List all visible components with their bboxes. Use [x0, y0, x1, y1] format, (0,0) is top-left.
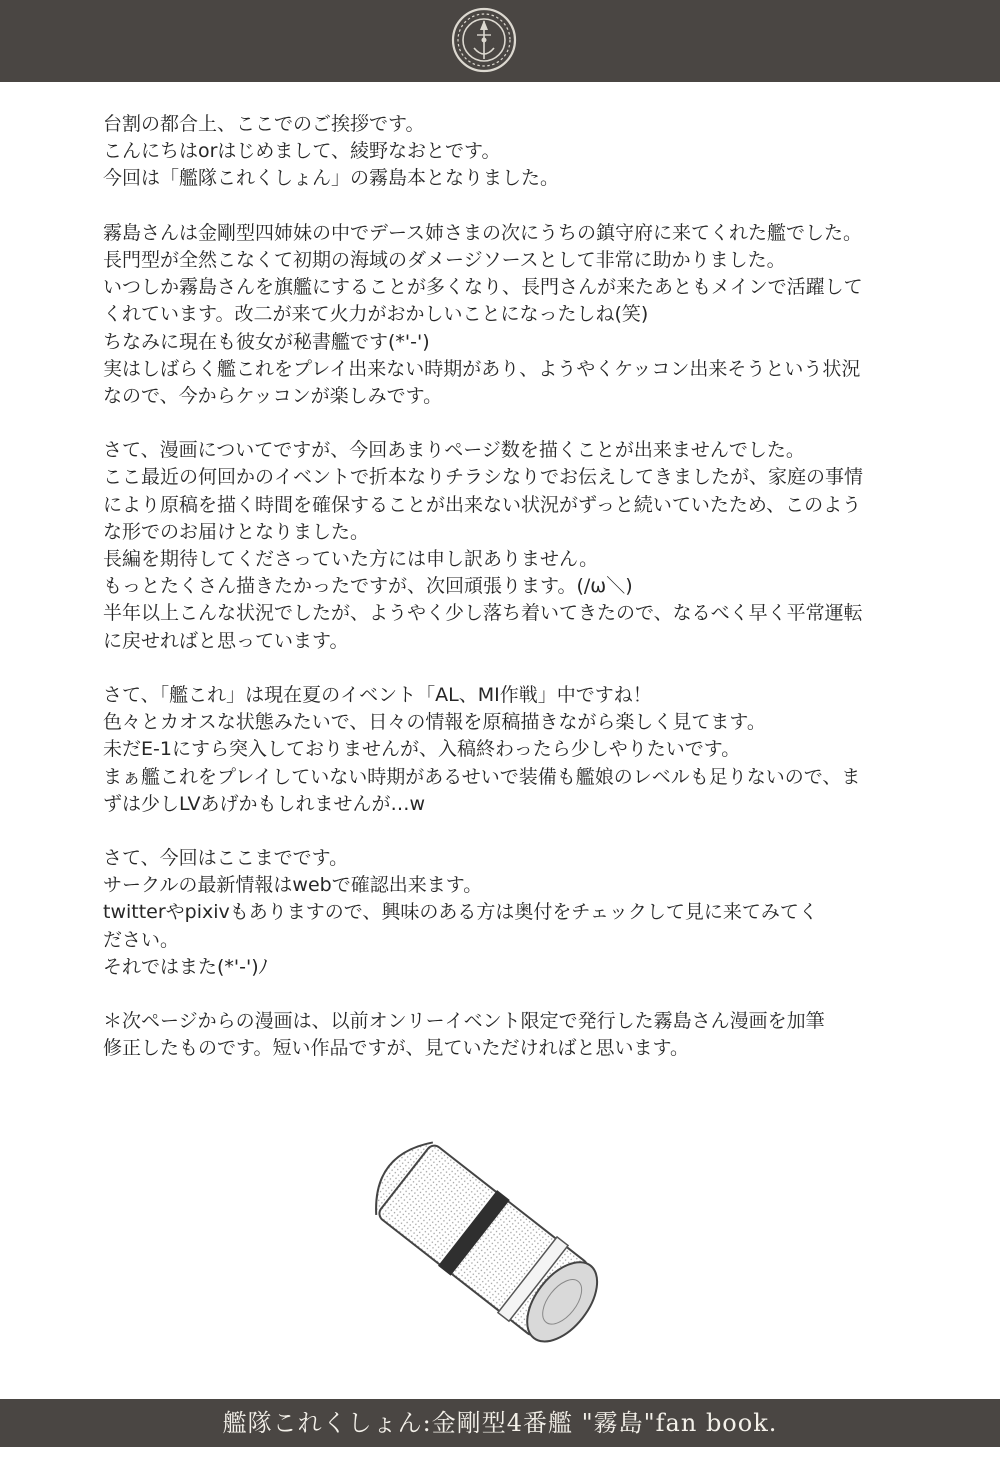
text-line: さて、今回はここまでです。 [103, 847, 349, 870]
afterword-text [103, 111, 903, 1063]
text-line: ずは少しLVあげかもしれませんが…w [103, 792, 426, 815]
book-title: 艦隊これくしょん:金剛型4番艦 "霧島"fan book. [222, 1409, 778, 1437]
text-line: 台割の都合上、ここでのご挨拶です。 [103, 113, 425, 135]
text-line: それではまた(*'-')ﾉ [103, 955, 269, 978]
text-line: サークルの最新情報はwebで確認出来ます。 [103, 874, 483, 897]
paragraph-gap [103, 818, 903, 845]
text-line: 半年以上こんな状況でしたが、ようやく少し落ち着いてきたので、なるべく早く平常運転 [103, 602, 863, 625]
text-line: 修正したものです。短い作品ですが、見ていただければと思います。 [103, 1037, 689, 1060]
text-line: くれています。改二が来て火力がおかしいことになったしね(笑) [103, 303, 649, 326]
text-line: 長門型が全然こなくて初期の海域のダメージソースとして非常に助かりました。 [103, 248, 786, 271]
text-line: ださい。 [103, 928, 180, 951]
text-line: さて、「艦これ」は現在夏のイベント「AL、MI作戦」中ですね！ [103, 683, 652, 706]
text-line: なので、今からケッコンが楽しみです。 [103, 384, 443, 407]
paragraph-gap [103, 655, 903, 682]
text-line: ちなみに現在も彼女が秘書艦です(*'-') [103, 330, 430, 353]
top-header-band [0, 0, 1000, 82]
text-line: まぁ艦これをプレイしていない時期があるせいで装備も艦娘のレベルも足りないので、ま [103, 765, 861, 788]
paragraph-gap [103, 981, 903, 1008]
paragraph-gap [103, 193, 903, 220]
text-line: な形でのお届けとなりました。 [103, 520, 370, 543]
text-line: 実はしばらく艦これをプレイ出来ない時期があり、ようやくケッコン出来そうという状況 [103, 357, 861, 380]
text-line: 長編を期待してくださっていた方には申し訳ありません。 [103, 548, 599, 570]
text-line: こんにちはorはじめまして、綾野なおとです。 [103, 140, 501, 163]
text-line: に戻せればと思っています。 [103, 629, 349, 652]
text-line: もっとたくさん描きたかったですが、次回頑張ります。(/ω＼) [103, 575, 633, 598]
compass-anchor-emblem-icon [450, 6, 518, 74]
text-line: いつしか霧島さんを旗艦にすることが多くなり、長門さんが来たあともメインで活躍して [103, 276, 863, 299]
text-line: 霧島さんは金剛型四姉妹の中でデース姉さまの次にうちの鎮守府に来てくれた艦でした。 [103, 221, 863, 244]
text-line: twitterやpixivもありますので、興味のある方は奥付をチェックして見に来てみてく [103, 901, 818, 924]
text-line: さて、漫画についてですが、今回あまりページ数を描くことが出来ませんでした。 [103, 439, 805, 462]
text-line: ここ最近の何回かのイベントで折本なりチラシなりでお伝えしてきましたが、家庭の事情 [103, 466, 864, 489]
text-line: 色々とカオスな状態みたいで、日々の情報を原稿描きながら楽しく見てます。 [103, 711, 766, 734]
text-line: により原稿を描く時間を確保することが出来ない状況がずっと続いていたため、このよう [103, 493, 862, 516]
text-line: 今回は「艦隊これくしょん」の霧島本となりました。 [103, 167, 560, 190]
text-line: 未だE-1にすら突入しておりませんが、入稿終わったら少しやりたいです。 [103, 738, 741, 761]
text-line: ＊次ページからの漫画は、以前オンリーイベント限定で発行した霧島さん漫画を加筆 [103, 1010, 825, 1033]
torpedo-illustration [340, 1118, 640, 1378]
paragraph-gap [103, 410, 903, 437]
